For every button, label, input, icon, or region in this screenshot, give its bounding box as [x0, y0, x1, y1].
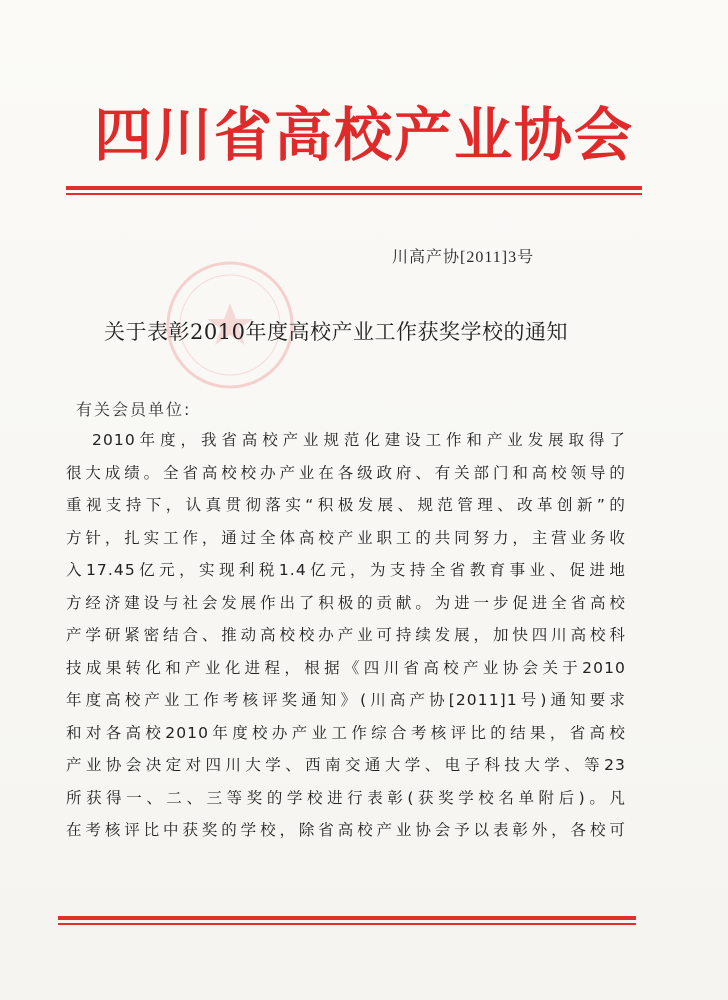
letterhead-rule-thin [66, 193, 642, 195]
notice-title: 关于表彰2010年度高校产业工作获奖学校的通知 [104, 320, 568, 344]
letterhead-rule-thick [66, 186, 642, 190]
body-line: 年度高校产业工作考核评奖通知》(川高产协[2011]1号)通知要求 [66, 691, 626, 709]
body-line: 2010年度，我省高校产业规范化建设工作和产业发展取得了 [92, 431, 626, 449]
salutation: 有关会员单位: [76, 400, 192, 419]
body-line: 产业协会决定对四川大学、西南交通大学、电子科技大学、等23 [66, 756, 626, 774]
body-line: 重视支持下，认真贯彻落实“积极发展、规范管理、改革创新”的 [66, 496, 626, 514]
body-line: 入17.45亿元，实现利税1.4亿元，为支持全省教育事业、促进地 [66, 561, 626, 579]
footer-rule-thick [58, 916, 636, 920]
body-text [66, 424, 626, 847]
letterhead-title: 四川省高校产业协会 [93, 101, 634, 169]
footer-rule-thin [58, 923, 636, 925]
document-number: 川高产协[2011]3号 [392, 249, 535, 266]
body-line: 方经济建设与社会发展作出了积极的贡献。为进一步促进全省高校 [66, 593, 626, 612]
body-line: 方针，扎实工作，通过全体高校产业职工的共同努力，主营业务收 [66, 528, 626, 547]
body-line: 所获得一、二、三等奖的学校进行表彰(获奖学校名单附后)。凡 [66, 788, 626, 807]
body-line: 和对各高校2010年度校办产业工作综合考核评比的结果，省高校 [66, 723, 626, 742]
body-line: 产学研紧密结合、推动高校校办产业可持续发展，加快四川高校科 [66, 626, 626, 644]
body-line: 很大成绩。全省高校校办产业在各级政府、有关部门和高校领导的 [66, 463, 626, 482]
body-line: 在考核评比中获奖的学校，除省高校产业协会予以表彰外，各校可 [66, 821, 626, 839]
body-line: 技成果转化和产业化进程，根据《四川省高校产业协会关于2010 [66, 658, 626, 677]
